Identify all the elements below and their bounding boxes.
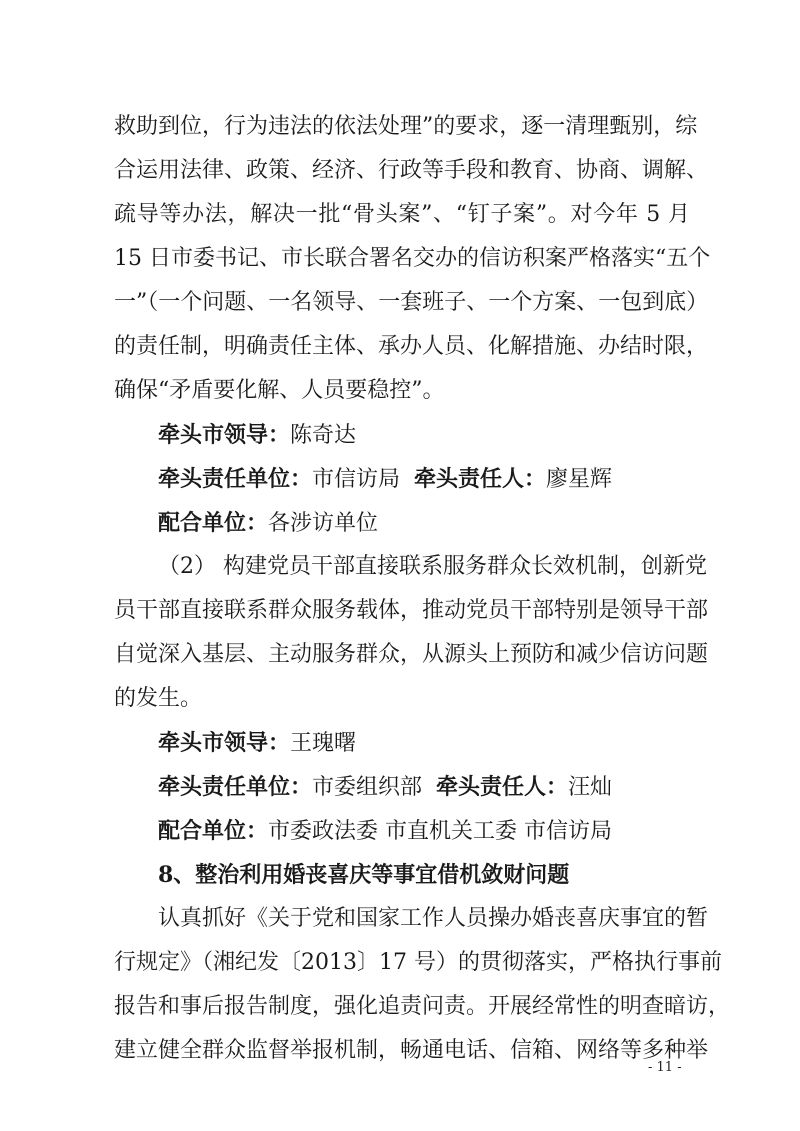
paragraph-line: （2） 构建党员干部直接联系服务群众长效机制，创新党	[158, 554, 707, 579]
paragraph-line: 自觉深入基层、主动服务群众，从源头上预防和减少信访问题	[114, 642, 709, 667]
lead-person-label: 牵头责任人：	[436, 774, 569, 800]
lead-leader-label: 牵头市领导：	[158, 422, 291, 448]
lead-unit-value: 市委组织部	[312, 775, 423, 800]
lead-leader-label: 牵头市领导：	[158, 730, 291, 756]
paragraph-line: 建立健全群众监督举报机制，畅通电话、信箱、网络等多种举	[114, 1038, 709, 1063]
coop-unit-label: 配合单位：	[158, 510, 269, 536]
paragraph-line: 疏导等办法，解决一批“骨头案”、“钉子案”。对今年 5 月	[114, 202, 690, 227]
lead-unit-value: 市信访局	[312, 467, 401, 492]
paragraph-line: 合运用法律、政策、经济、行政等手段和教育、协商、调解、	[114, 158, 709, 183]
lead-unit-line	[158, 464, 690, 495]
paragraph-line: 报告和事后报告制度，强化追责问责。开展经常性的明查暗访，	[114, 994, 731, 1019]
lead-person-value: 廖星辉	[546, 467, 613, 492]
lead-person-value: 汪灿	[568, 775, 613, 800]
paragraph-line: 认真抓好《关于党和国家工作人员操办婚丧喜庆事宜的暂	[158, 906, 709, 931]
lead-leader-line	[158, 728, 690, 759]
paragraph-line: 员干部直接联系群众服务载体，推动党员干部特别是领导干部	[114, 598, 709, 623]
paragraph-line: 15 日市委书记、市长联合署名交办的信访积案严格落实“五个	[114, 246, 711, 271]
coop-unit-label: 配合单位：	[158, 818, 269, 844]
paragraph-line: 的发生。	[114, 686, 203, 711]
lead-unit-label: 牵头责任单位：	[158, 774, 313, 800]
section-heading: 8、整治利用婚丧喜庆等事宜借机敛财问题	[158, 862, 570, 888]
lead-unit-label: 牵头责任单位：	[158, 466, 313, 492]
paragraph-line: 确保“矛盾要化解、人员要稳控”。	[114, 378, 445, 403]
coop-unit-line	[158, 816, 690, 847]
lead-leader-value: 王瑰曙	[290, 731, 357, 756]
paragraph-line: 一”（一个问题、一名领导、一套班子、一个方案、一包到底）	[114, 290, 709, 315]
coop-unit-value: 各涉访单位	[268, 511, 379, 536]
lead-unit-line	[158, 772, 690, 803]
lead-leader-value: 陈奇达	[290, 423, 357, 448]
paragraph-line: 行规定》（湘纪发〔2013〕17 号）的贯彻落实，严格执行事前	[114, 950, 722, 975]
paragraph-line: 救助到位，行为违法的依法处理”的要求，逐一清理甄别，综	[114, 114, 698, 139]
coop-unit-value: 市委政法委 市直机关工委 市信访局	[268, 819, 613, 844]
coop-unit-line	[158, 508, 690, 539]
page-number: - 11 -	[648, 1060, 682, 1075]
lead-leader-line	[158, 420, 690, 451]
paragraph-line: 的责任制，明确责任主体、承办人员、化解措施、办结时限，	[114, 334, 709, 359]
lead-person-label: 牵头责任人：	[414, 466, 547, 492]
